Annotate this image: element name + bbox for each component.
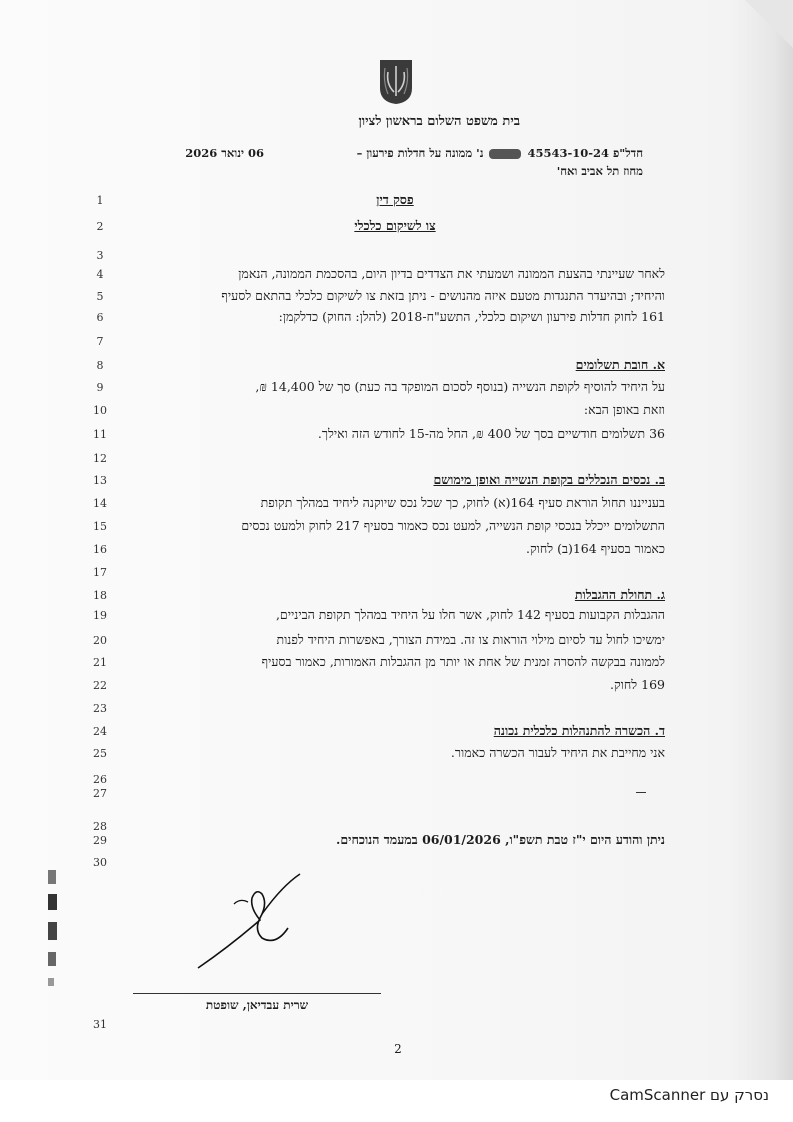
line-number: 29 (93, 834, 107, 847)
line-number: 26 (93, 773, 107, 786)
line-number: 12 (93, 452, 107, 465)
line-number: 3 (96, 249, 104, 262)
case-parties: נ' ממונה על חדלות פירעון – (356, 146, 484, 160)
document-title: צו לשיקום כלכלי (354, 218, 436, 233)
line-number: 5 (96, 290, 104, 303)
line-number: 30 (93, 856, 107, 869)
line-number: 20 (93, 634, 107, 647)
line-number: 25 (93, 747, 107, 760)
body-text-line: לאחר שעיינתי בהצעת הממונה ושמעתי את הצדדים בדיון היום, בהסכמת הממונה, הנאמן (238, 266, 665, 281)
document-title: פסק דין (376, 192, 414, 207)
body-text-line: בענייננו תחול הוראת סעיף 164(א) לחוק, כך שכל נכס שיוקנה ליחיד במהלך תקופת (260, 495, 665, 510)
line-number: 13 (93, 474, 107, 487)
section-heading: ג. תחולת ההגבלות (574, 587, 665, 602)
redaction-mark (489, 149, 521, 159)
section-heading: ד. הכשרה להתנהלות כלכלית נכונה (493, 723, 665, 738)
body-text-line: לממונה בבקשה להסרה זמנית של אחת או יותר מן ההגבלות האמורות, כאמור בסעיף (261, 654, 665, 669)
signature-line (133, 993, 381, 994)
line-number: 16 (93, 543, 107, 556)
line-number: 19 (93, 609, 107, 622)
line-number: 21 (93, 656, 107, 669)
line-number: 17 (93, 566, 107, 579)
line-number: 1 (96, 194, 104, 207)
line-number: 6 (96, 311, 104, 324)
line-number: 10 (93, 404, 107, 417)
page-corner-fold (745, 0, 793, 48)
judge-name: שרית עבדיאן, שופטת (205, 998, 309, 1012)
judge-signature (190, 868, 320, 978)
margin-scan-marks (46, 860, 66, 1000)
body-text-line: אני מחייבת את היחיד לעבור הכשרה כאמור. (450, 745, 665, 760)
body-text-line: כאמור בסעיף 164(ב) לחוק. (526, 541, 665, 556)
body-text-line: 169 לחוק. (610, 677, 665, 692)
line-number: 11 (93, 428, 107, 441)
body-text-line: 161 לחוק חדלות פירעון ושיקום כלכלי, התשע"ח-2018 (להלן: החוק) כדלקמן: (278, 309, 665, 324)
page-number: 2 (394, 1042, 402, 1056)
line-number: 22 (93, 679, 107, 692)
line-number: 31 (93, 1018, 107, 1031)
line-number: 2 (96, 220, 104, 233)
body-text-line: ימשיכו לחול עד לסיום מילוי הוראות צו זה. במידת הצורך, באפשרות היחיד לפנות (276, 632, 665, 647)
line-number: 28 (93, 820, 107, 833)
body-text-line: והיחיד; ובהיעדר התנגדות מטעם איזה מהנושים - ניתן בזאת צו לשיקום כלכלי בהתאם לסעיף (221, 288, 665, 303)
state-emblem-icon (376, 58, 416, 106)
body-text-line: ההגבלות הקבועות בסעיף 142 לחוק, אשר חלו על היחיד במהלך תקופת הביניים, (275, 607, 665, 622)
document-date: 06 ינואר 2026 (185, 146, 264, 160)
body-text-line: ניתן והודע היום י"ז טבת תשפ"ו, 06/01/2026 במעמד הנוכחים. (336, 832, 665, 847)
page-shadow (731, 0, 793, 1080)
section-heading: א. חובת תשלומים (575, 357, 665, 372)
line-number: 18 (93, 589, 107, 602)
line-number: 4 (96, 268, 104, 281)
case-line (283, 146, 643, 160)
body-text-line: על היחיד להוסיף לקופת הנשייה (בנוסף לסכום המופקד בה כעת) סך של 14,400 ₪, (255, 379, 665, 394)
court-name: בית משפט השלום בראשון לציון (358, 114, 520, 129)
case-number: חדל"פ 45543-10-24 (527, 146, 643, 160)
margin-dash (636, 792, 646, 793)
line-number: 14 (93, 497, 107, 510)
body-text-line: התשלומים ייכלל בנכסי קופת הנשייה, למעט נכס כאמור בסעיף 217 לחוק ולמעט נכסים (241, 518, 665, 533)
line-number: 15 (93, 520, 107, 533)
line-number: 24 (93, 725, 107, 738)
body-text-line: 36 תשלומים חודשיים בסך של 400 ₪, החל מה-15 לחודש הזה ואילך. (317, 426, 665, 441)
section-heading: ב. נכסים הנכללים בקופת הנשייה ואופן מימושם (433, 472, 665, 487)
case-district: מחוז תל אביב ואח' (556, 164, 643, 178)
line-number: 23 (93, 702, 107, 715)
scanner-watermark: נסרק עם CamScanner (609, 1086, 769, 1104)
line-number: 27 (93, 787, 107, 800)
body-text-line: וזאת באופן הבא: (583, 402, 665, 417)
line-number: 9 (96, 381, 104, 394)
line-number: 7 (96, 335, 104, 348)
line-number: 8 (96, 359, 104, 372)
